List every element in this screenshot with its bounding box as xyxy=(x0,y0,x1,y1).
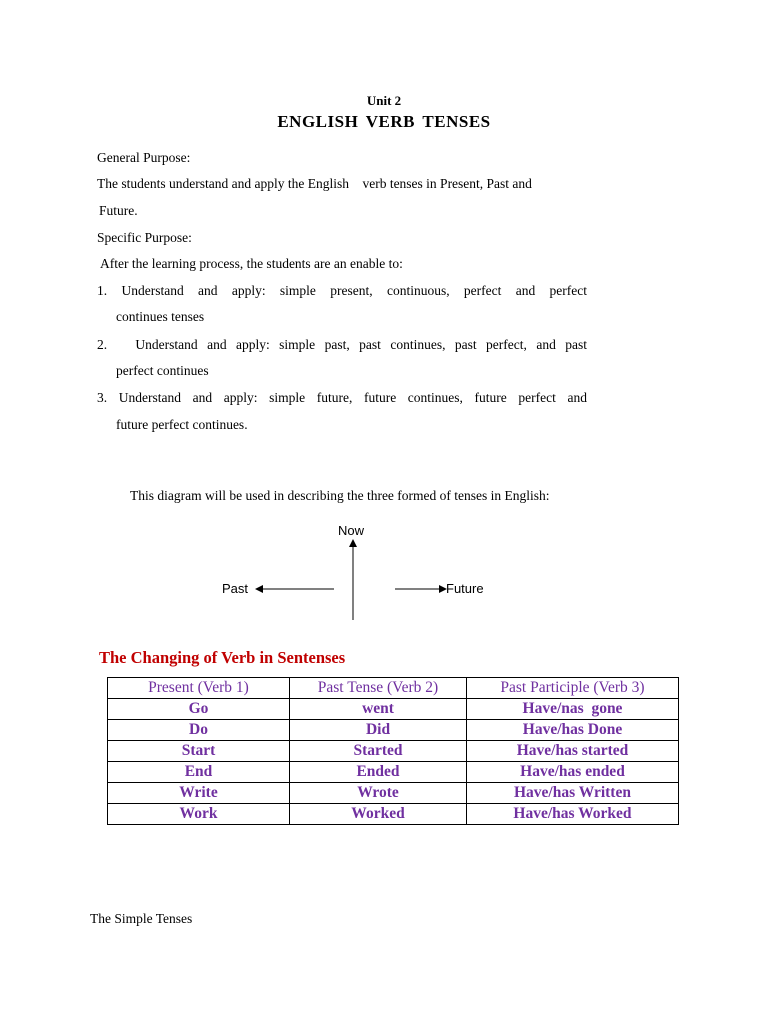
table-cell: Go xyxy=(108,699,290,720)
arrow-up-icon xyxy=(349,539,357,547)
table-cell: Started xyxy=(290,741,467,762)
table-row xyxy=(108,741,679,762)
specific-purpose-heading: Specific Purpose: xyxy=(97,230,192,245)
table-row xyxy=(108,720,679,741)
diagram-past-label: Past xyxy=(222,581,249,596)
table-cell: Work xyxy=(108,804,290,825)
table-cell: Have/nas gone xyxy=(467,699,679,720)
page-title: ENGLISH VERB TENSES xyxy=(277,112,491,131)
diagram-now-label: Now xyxy=(338,523,365,538)
table-row xyxy=(108,783,679,804)
table-cell: Did xyxy=(290,720,467,741)
table-cell: Have/has Done xyxy=(467,720,679,741)
verb-forms-table xyxy=(107,677,679,825)
table-cell: End xyxy=(108,762,290,783)
general-purpose-heading: General Purpose: xyxy=(97,150,191,165)
table-cell: went xyxy=(290,699,467,720)
table-cell: Ended xyxy=(290,762,467,783)
table-cell: Have/has Written xyxy=(467,783,679,804)
table-cell: Have/has ended xyxy=(467,762,679,783)
table-cell: Do xyxy=(108,720,290,741)
table-cell: Have/has started xyxy=(467,741,679,762)
table-cell: Have/has Worked xyxy=(467,804,679,825)
column-header: Past Tense (Verb 2) xyxy=(290,678,467,699)
column-header: Past Participle (Verb 3) xyxy=(467,678,679,699)
purpose-item-1-line-2: continues tenses xyxy=(116,309,205,324)
table-row xyxy=(108,762,679,783)
tense-timeline-diagram xyxy=(200,518,500,628)
column-header: Present (Verb 1) xyxy=(108,678,290,699)
arrow-left-icon xyxy=(255,585,263,593)
unit-label: Unit 2 xyxy=(366,93,402,108)
purpose-item-1-line-1: 1. Understand and apply: simple present, continuous, perfect and perfect xyxy=(97,283,587,298)
general-purpose-line-2: Future. xyxy=(99,203,138,218)
diagram-intro: This diagram will be used in describing the three formed of tenses in English: xyxy=(130,488,550,503)
table-header-row xyxy=(108,678,679,699)
specific-purpose-intro: After the learning process, the students are an enable to: xyxy=(100,256,403,271)
table-cell: Worked xyxy=(290,804,467,825)
general-purpose-line-1: The students understand and apply the English verb tenses in Present, Past and xyxy=(97,176,532,191)
table-row xyxy=(108,804,679,825)
diagram-future-label: Future xyxy=(446,581,484,596)
table-row xyxy=(108,699,679,720)
table-cell: Write xyxy=(108,783,290,804)
table-heading: The Changing of Verb in Sentenses xyxy=(99,648,346,667)
purpose-item-2-line-1: 2. Understand and apply: simple past, past continues, past perfect, and past xyxy=(97,337,587,352)
table-cell: Start xyxy=(108,741,290,762)
purpose-item-3-line-2: future perfect continues. xyxy=(116,417,248,432)
next-section-heading: The Simple Tenses xyxy=(90,911,193,926)
purpose-item-3-line-1: 3. Understand and apply: simple future, future continues, future perfect and xyxy=(97,390,587,405)
table-cell: Wrote xyxy=(290,783,467,804)
purpose-item-2-line-2: perfect continues xyxy=(116,363,209,378)
